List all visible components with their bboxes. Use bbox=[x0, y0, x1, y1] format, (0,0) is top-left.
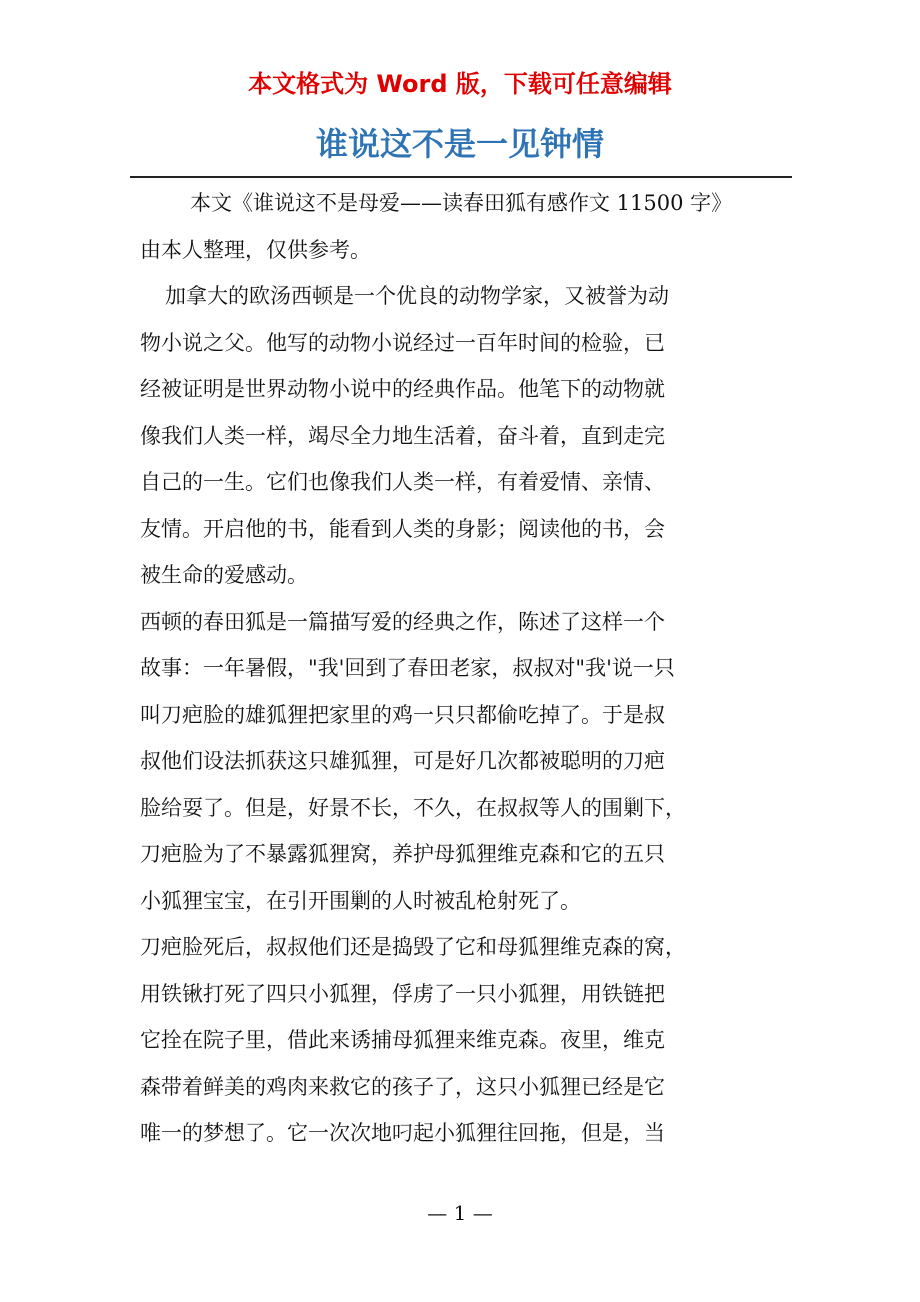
page-number: — 1 — bbox=[427, 1201, 493, 1225]
paragraph-line: 经被证明是世界动物小说中的经典作品。他笔下的动物就 bbox=[140, 377, 665, 401]
document-title: 谁说这不是一见钟情 bbox=[315, 125, 604, 163]
paragraph-line: 它拴在院子里，借此来诱捕母狐狸来维克森。夜里，维克 bbox=[140, 1028, 665, 1052]
paragraph-line: 小狐狸宝宝，在引开围剿的人时被乱枪射死了。 bbox=[140, 888, 581, 913]
paragraph-line: 脸给耍了。但是，好景不长，不久，在叔叔等人的围剿下， bbox=[140, 795, 686, 820]
paragraph-line: 刀疤脸死后，叔叔他们还是捣毁了它和母狐狸维克森的窝， bbox=[140, 935, 686, 959]
document-body bbox=[140, 180, 760, 1157]
paragraph-line: 刀疤脸为了不暴露狐狸窝，养护母狐狸维克森和它的五只 bbox=[140, 842, 665, 866]
paragraph-line: 用铁锹打死了四只小狐狸，俘虏了一只小狐狸，用铁链把 bbox=[140, 981, 665, 1006]
title-divider bbox=[130, 176, 792, 178]
paragraph-line: 自己的一生。它们也像我们人类一样，有着爱情、亲情、 bbox=[140, 470, 665, 494]
intro-line: 本文《谁说这不是母爱——读春田狐有感作文 11500 字》 bbox=[190, 191, 733, 215]
paragraph-line: 叔他们设法抓获这只雄狐狸，可是好几次都被聪明的刀疤 bbox=[140, 749, 665, 773]
paragraph-3 bbox=[140, 924, 760, 1157]
intro-line: 由本人整理，仅供参考。 bbox=[140, 237, 371, 262]
paragraph-line: 物小说之父。他写的动物小说经过一百年时间的检验，已 bbox=[140, 330, 665, 355]
paragraph-line: 森带着鲜美的鸡肉来救它的孩子了，这只小狐狸已经是它 bbox=[140, 1074, 665, 1099]
paragraph-line: 像我们人类一样，竭尽全力地生活着，奋斗着，直到走完 bbox=[140, 423, 665, 448]
paragraph-1 bbox=[140, 273, 760, 599]
paragraph-line: 西顿的春田狐是一篇描写爱的经典之作，陈述了这样一个 bbox=[140, 609, 665, 634]
paragraph-line: 叫刀疤脸的雄狐狸把家里的鸡一只只都偷吃掉了。于是叔 bbox=[140, 702, 665, 727]
paragraph-line: 被生命的爱感动。 bbox=[140, 563, 308, 587]
paragraph-line: 故事：一年暑假，"我'回到了春田老家，叔叔对"我'说一只 bbox=[140, 656, 675, 680]
paragraph-2 bbox=[140, 599, 760, 925]
paragraph-line: 友情。开启他的书，能看到人类的身影；阅读他的书，会 bbox=[140, 516, 665, 541]
paragraph-line: 加拿大的欧汤西顿是一个优良的动物学家，又被誉为动 bbox=[165, 284, 669, 308]
format-notice: 本文格式为 Word 版，下载可任意编辑 bbox=[248, 70, 672, 98]
intro-paragraph bbox=[140, 180, 760, 273]
paragraph-line: 唯一的梦想了。它一次次地叼起小狐狸往回拖，但是，当 bbox=[140, 1121, 665, 1145]
